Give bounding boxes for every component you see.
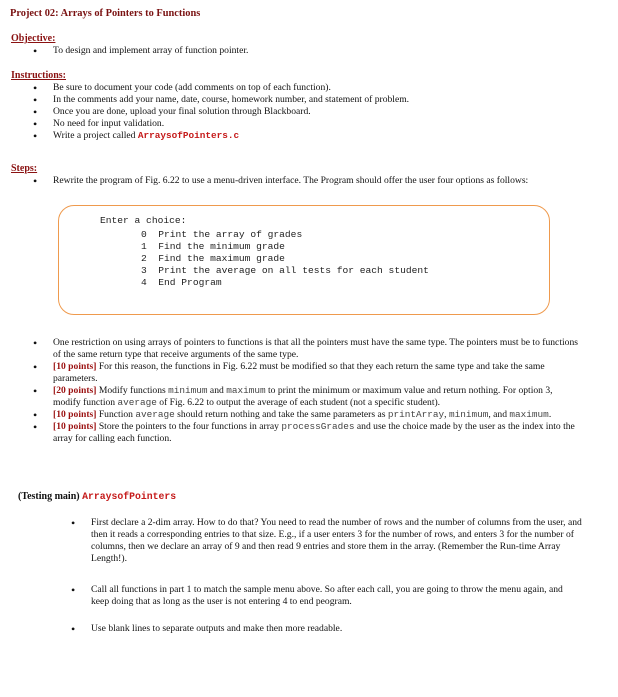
testing-heading [18, 491, 176, 502]
points-badge: [10 points] [53, 409, 97, 420]
list-item-text: , and [488, 409, 510, 420]
list-item: • First declare a 2-dim array. How to do that? You need to read the number of rows and the number of columns from the user, and then it reads a corresponding entries to that size. E.g., if a user enters 3 for the number of rows, and enters 3 for the number of columns, then we declare an array of 9 and then read 9 entries and store them in the array. (Remember the Run-time Array Length!). [71, 517, 583, 565]
sample-menu-box [58, 205, 550, 315]
testing-code: ArraysofPointers [82, 491, 177, 502]
steps-intro-list [33, 175, 553, 187]
menu-option: 0 Print the array of grades [141, 229, 303, 240]
objective-list [33, 45, 593, 57]
list-item-text: of Fig. 6.22 to output the average of each student (not a specific student). [156, 397, 441, 408]
menu-option: 3 Print the average on all tests for each student [141, 265, 429, 276]
menu-option: 2 Find the maximum grade [141, 253, 285, 264]
menu-option: 4 End Program [141, 277, 222, 288]
list-item: • One restriction on using arrays of pointers to functions is that all the pointers must have the same type. The pointers must be to functions of the same return type that receive arguments of the same type. [33, 337, 581, 361]
list-item [33, 385, 581, 409]
testing-label: (Testing main) [18, 491, 83, 502]
objective-heading: Objective: [11, 33, 56, 44]
list-item: • Rewrite the program of Fig. 6.22 to use a menu-driven interface. The Program should offer the user four options as follows: [33, 175, 553, 187]
page-title: Project 02: Arrays of Pointers to Functions [10, 8, 201, 19]
list-item [33, 409, 581, 421]
list-item: • To design and implement array of function pointer. [33, 45, 593, 57]
points-badge: [10 points] [53, 421, 97, 432]
list-item [33, 361, 581, 385]
list-item-text: . [548, 409, 552, 420]
steps-detail-list [33, 337, 581, 445]
list-item [33, 130, 593, 142]
list-item-text: Write a project called [53, 130, 138, 141]
list-item-text: For this reason, the functions in Fig. 6.22 must be modified so that they each return the same type and take the same parameters. [53, 361, 545, 384]
points-badge: [20 points] [53, 385, 97, 396]
steps-heading: Steps: [11, 163, 38, 174]
function-name: average [135, 409, 175, 420]
points-badge: [10 points] [53, 361, 97, 372]
list-item: • No need for input validation. [33, 118, 593, 130]
function-name: maximum [226, 385, 266, 396]
list-item: • Once you are done, upload your final solution through Blackboard. [33, 106, 593, 118]
instructions-heading: Instructions: [11, 70, 67, 81]
menu-prompt: Enter a choice: [100, 215, 187, 226]
project-filename: ArraysofPointers.c [137, 130, 240, 141]
list-item-text: and [207, 385, 227, 396]
list-item: • Call all functions in part 1 to match the sample menu above. So after each call, you are going to throw the menu again, and keep doing that as long as the user is not entering 4 to end peogram. [71, 584, 583, 608]
function-name: maximum [509, 409, 549, 420]
list-item-text: and use the choice made by the user as the index into the array for calling each function. [53, 421, 575, 444]
list-item [33, 421, 581, 445]
function-name: printArray [387, 409, 445, 420]
testing-list [71, 584, 583, 608]
list-item-text: to print the minimum or maximum value and return nothing. For option 3, modify function [53, 385, 553, 408]
list-item: • Be sure to document your code (add comments on top of each function). [33, 82, 593, 94]
testing-list [71, 623, 583, 635]
menu-option: 1 Find the minimum grade [141, 241, 285, 252]
testing-list [71, 517, 583, 565]
list-item-text: , [444, 409, 449, 420]
list-item-text: Modify functions [96, 385, 169, 396]
list-item-text: should return nothing and take the same parameters as [174, 409, 388, 420]
list-item: • Use blank lines to separate outputs and make then more readable. [71, 623, 583, 635]
list-item-text: Function [96, 409, 136, 420]
function-name: average [117, 397, 157, 408]
function-name: minimum [168, 385, 208, 396]
list-item: • In the comments add your name, date, course, homework number, and statement of problem. [33, 94, 593, 106]
function-name: processGrades [281, 421, 355, 432]
instructions-list [33, 82, 593, 142]
function-name: minimum [448, 409, 489, 420]
list-item-text: Store the pointers to the four functions in array [96, 421, 282, 432]
